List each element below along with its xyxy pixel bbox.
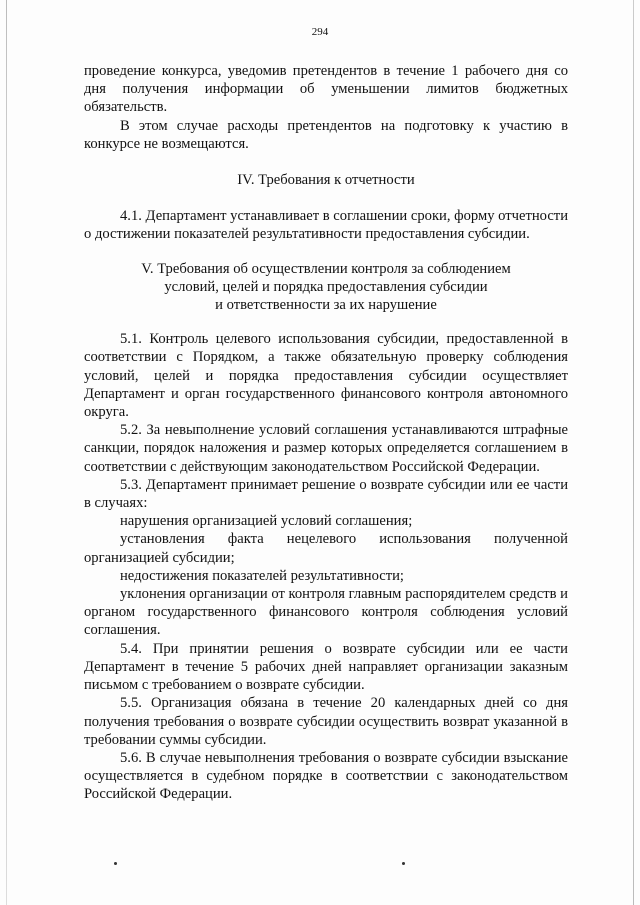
section-4-title: IV. Требования к отчетности bbox=[237, 172, 415, 189]
section-5-title-line-1: V. Требования об осуществлении контроля за соблюдением bbox=[141, 260, 511, 277]
paragraph-4-1: 4.1. Департамент устанавливает в соглашении сроки, форму отчетности о достижении показателей результативности предоставления субсидии. bbox=[84, 208, 568, 243]
scan-edge-right bbox=[633, 0, 634, 905]
paragraph-5-5: 5.5. Организация обязана в течение 20 календарных дней со дня получения требования о возврате субсидии осуществить возврат указанной в требовании суммы субсидии. bbox=[84, 695, 568, 748]
page-number: 294 bbox=[311, 26, 329, 38]
list-item-case-1: нарушения организацией условий соглашения; bbox=[120, 513, 413, 530]
paragraph-5-2: 5.2. За невыполнение условий соглашения устанавливаются штрафные санкции, порядок наложения и размер которых определяется соглашением в соответствии с действующим законодательством Российской Федерации. bbox=[84, 422, 568, 475]
paragraph-5-6: 5.6. В случае невыполнения требования о возврате субсидии взыскание осуществляется в судебном порядке в соответствии с законодательством Российской Федерации. bbox=[84, 749, 568, 803]
scan-edge-left bbox=[6, 0, 7, 905]
section-5-title bbox=[84, 260, 568, 315]
paragraph-5-3: 5.3. Департамент принимает решение о возврате субсидии или ее части в случаях: bbox=[84, 476, 568, 512]
section-5-title-line-2: условий, целей и порядка предоставления субсидии bbox=[164, 278, 488, 295]
document-body bbox=[84, 62, 568, 804]
paragraph-continuation: проведение конкурса, уведомив претендентов в течение 1 рабочего дня со дня получения информации об уменьшении лимитов бюджетных обязательств. bbox=[84, 63, 568, 116]
list-item-case-2: установления факта нецелевого использования полученной организацией субсидии; bbox=[84, 531, 568, 566]
paragraph-5-1: 5.1. Контроль целевого использования субсидии, предоставленной в соответствии с Порядком, а также обязательную проверку соблюдения условий, целей и порядка предоставления субсидии осуществляет Департамент и орган государственного финансового контроля автономного округа. bbox=[84, 331, 568, 421]
scan-speck-left bbox=[114, 862, 117, 865]
paragraph-expenses: В этом случае расходы претендентов на подготовку к участию в конкурсе не возмещаются. bbox=[84, 117, 568, 152]
scan-speck-right bbox=[402, 862, 405, 865]
list-item-case-3: недостижения показателей результативности; bbox=[120, 567, 404, 584]
paragraph-5-4: 5.4. При принятии решения о возврате субсидии или ее части Департамент в течение 5 рабочих дней направляет организации заказным письмом с требованием о возврате субсидии. bbox=[84, 640, 568, 694]
list-item-case-4: уклонения организации от контроля главным распорядителем средств и органом государственного финансового контроля соблюдения условий соглашения. bbox=[84, 586, 568, 639]
section-5-title-line-3: и ответственности за их нарушение bbox=[215, 297, 437, 314]
